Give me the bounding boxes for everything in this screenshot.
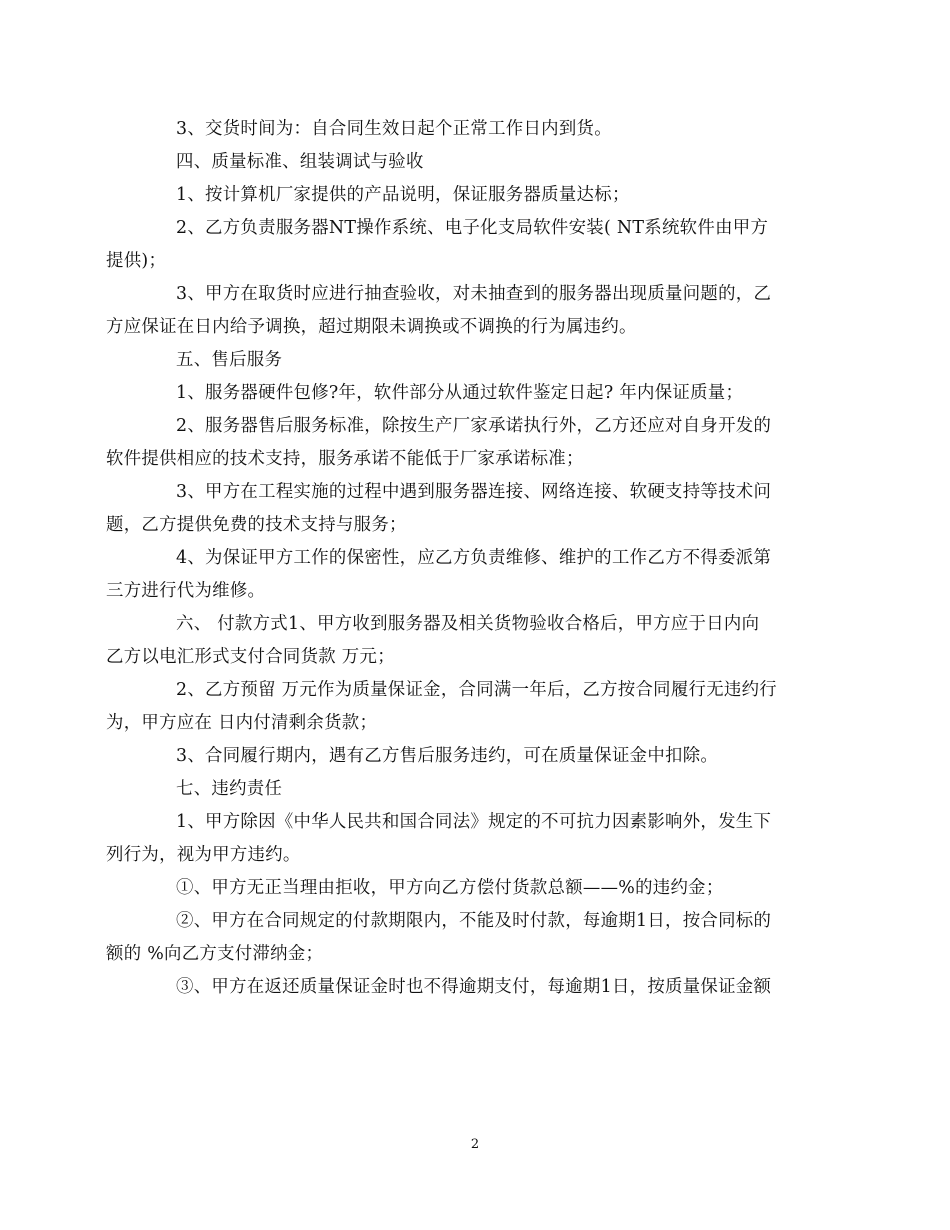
text-line: 4、为保证甲方工作的保密性，应乙方负责维修、维护的工作乙方不得委派第 — [176, 548, 772, 568]
text-line: 提供)； — [106, 251, 167, 271]
paragraph — [141, 179, 821, 212]
text-line: 乙方以电汇形式支付合同货款 万元； — [106, 647, 395, 667]
text-line: 1、甲方除因《中华人民共和国合同法》规定的不可抗力因素影响外，发生下 — [176, 812, 772, 832]
text-line: 题，乙方提供免费的技术支持与服务； — [106, 515, 407, 535]
section-heading — [141, 344, 821, 377]
text-line: 方应保证在日内给予调换，超过期限未调换或不调换的行为属违约。 — [106, 317, 637, 337]
paragraph — [106, 212, 821, 278]
text-line: 列行为，视为甲方违约。 — [106, 845, 301, 865]
text-line: 1、服务器硬件包修?年，软件部分从通过软件鉴定日起? 年内保证质量； — [176, 383, 744, 403]
text-line: 3、甲方在取货时应进行抽查验收，对未抽查到的服务器出现质量问题的，乙 — [176, 284, 772, 304]
paragraph — [141, 740, 821, 773]
text-line: 六、 付款方式1、甲方收到服务器及相关货物验收合格后，甲方应于日内向 — [176, 614, 760, 634]
text-line: 2、乙方预留 万元作为质量保证金，合同满一年后，乙方按合同履行无违约行 — [176, 680, 777, 700]
paragraph — [106, 542, 821, 608]
paragraph — [106, 674, 821, 740]
text-line: 四、质量标准、组装调试与验收 — [176, 152, 424, 172]
text-line: ②、甲方在合同规定的付款期限内，不能及时付款，每逾期1日，按合同标的 — [176, 911, 772, 931]
text-line: 2、乙方负责服务器NT操作系统、电子化支局软件安装( NT系统软件由甲方 — [176, 218, 769, 238]
paragraph — [106, 410, 821, 476]
paragraph — [106, 806, 821, 872]
text-line: ①、甲方无正当理由拒收，甲方向乙方偿付货款总额——%的违约金； — [176, 878, 724, 898]
paragraph — [106, 476, 821, 542]
text-line: 3、合同履行期内，遇有乙方售后服务违约，可在质量保证金中扣除。 — [176, 746, 719, 766]
text-line: 额的 %向乙方支付滞纳金； — [106, 944, 324, 964]
paragraph — [141, 377, 821, 410]
page-number: 2 — [470, 1137, 480, 1152]
section-heading — [141, 146, 821, 179]
document-body — [106, 113, 821, 1004]
text-line: 2、服务器售后服务标准，除按生产厂家承诺执行外，乙方还应对自身开发的 — [176, 416, 772, 436]
text-line: 五、售后服务 — [176, 350, 283, 370]
text-line: 三方进行代为维修。 — [106, 581, 266, 601]
paragraph — [141, 971, 821, 1004]
text-line: 1、按计算机厂家提供的产品说明，保证服务器质量达标； — [176, 185, 630, 205]
text-line: 3、交货时间为：自合同生效日起个正常工作日内到货。 — [176, 119, 612, 139]
text-line: ③、甲方在返还质量保证金时也不得逾期支付，每逾期1日，按质量保证金额 — [176, 977, 772, 997]
text-line: 七、违约责任 — [176, 779, 283, 799]
paragraph — [106, 905, 821, 971]
paragraph — [141, 113, 821, 146]
text-line: 3、甲方在工程实施的过程中遇到服务器连接、网络连接、软硬支持等技术问 — [176, 482, 772, 502]
paragraph — [106, 278, 821, 344]
text-line: 软件提供相应的技术支持，服务承诺不能低于厂家承诺标准； — [106, 449, 584, 469]
section-heading — [106, 608, 821, 674]
section-heading — [141, 773, 821, 806]
paragraph — [141, 872, 821, 905]
text-line: 为，甲方应在 日内付清剩余货款； — [106, 713, 378, 733]
